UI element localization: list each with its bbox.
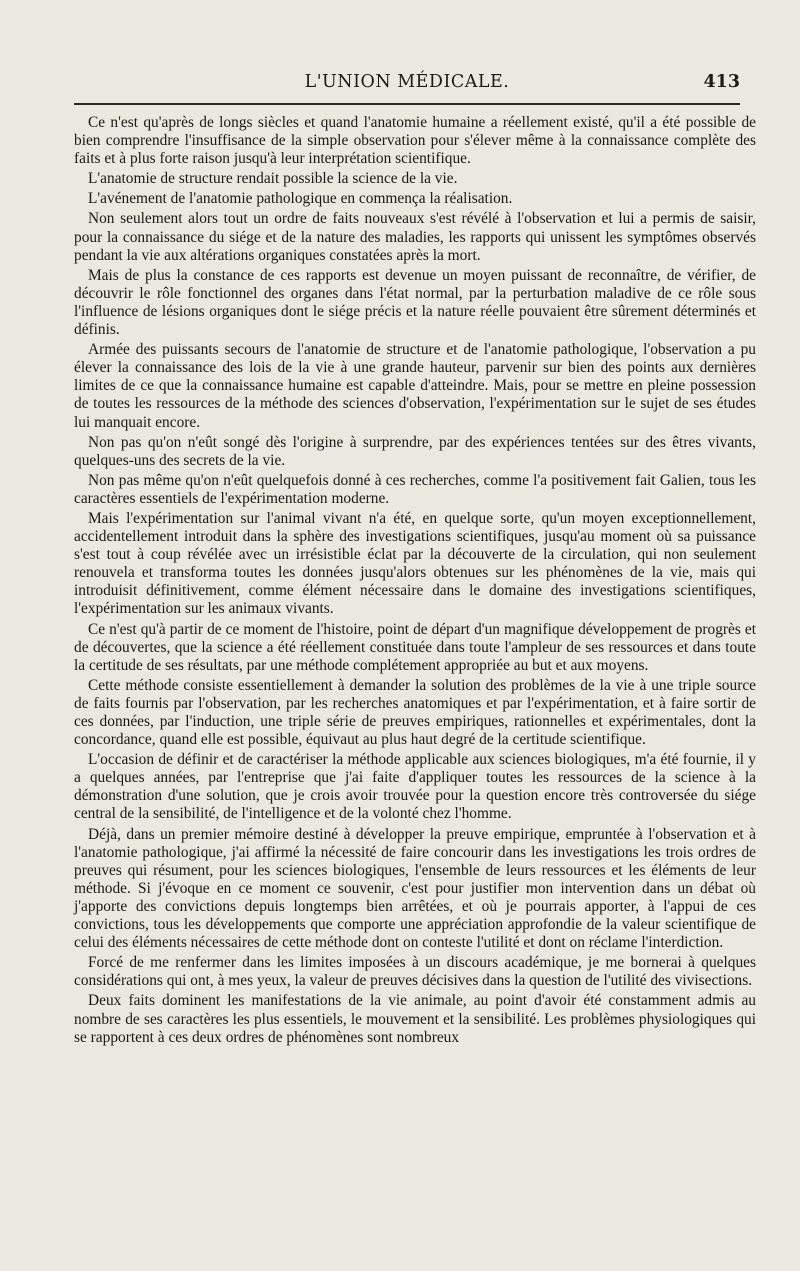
paragraph: Armée des puissants secours de l'anatomie de structure et de l'anatomie pathologique, l'observation a pu élever la connaissance des lois de la vie à une grande hauteur, parvenir sur bien des points aux dernières limites de ce que la connaissance humaine est capable d'atteindre. Mais, pour se mettre en pleine possession de toutes les ressources de la méthode des sciences d'observation, l'expérimentation sur le sujet de ses études lui manquait encore. [74, 341, 756, 431]
page-header [74, 66, 740, 102]
paragraph: Cette méthode consiste essentiellement à demander la solution des problèmes de la vie à une triple source de faits fournis par l'observation, par les recherches anatomiques et par l'expérimentation, et à faire sortir de ces données, par l'induction, une triple série de preuves empiriques, rationnelles et expérimentales, dont la concordance, quand elle est possible, équivaut au plus haut degré de la certitude scientifique. [74, 676, 756, 749]
paragraph: Non seulement alors tout un ordre de faits nouveaux s'est révélé à l'observation et lui a permis de saisir, pour la connaissance du siége et de la nature des maladies, les rapports qui unissent les symptômes observés pendant la vie aux altérations organiques constatées après la mort. [74, 210, 756, 264]
paragraph: Non pas même qu'on n'eût quelquefois donné à ces recherches, comme l'a positivement fait Galien, tous les caractères essentiels de l'expérimentation moderne. [74, 471, 756, 507]
paragraph: Ce n'est qu'à partir de ce moment de l'histoire, point de départ d'un magnifique développement de progrès et de découvertes, que la science a été réellement constituée dans toute l'ampleur de ses ressources et dans toute la certitude de ses résultats, par une méthode complétement appropriée au but et aux moyens. [74, 620, 756, 674]
running-title: L'UNION MÉDICALE. [304, 72, 510, 92]
paragraph: L'avénement de l'anatomie pathologique en commença la réalisation. [88, 190, 513, 208]
paragraph: L'anatomie de structure rendait possible la science de la vie. [88, 170, 458, 188]
header-rule [74, 103, 740, 105]
paragraph: Non pas qu'on n'eût songé dès l'origine à surprendre, par des expériences tentées sur des êtres vivants, quelques-uns des secrets de la vie. [74, 433, 756, 469]
body-text [74, 114, 756, 1049]
paragraph: Forcé de me renfermer dans les limites imposées à un discours académique, je me bornerai à quelques considérations qui ont, à mes yeux, la valeur de preuves décisives dans la question de l'utilité des vivisections. [74, 954, 756, 990]
paragraph: Deux faits dominent les manifestations de la vie animale, au point d'avoir été constamment admis au nombre de ses caractères les plus essentiels, le mouvement et la sensibilité. Les problèmes physiologiques qui se rapportent à ces deux ordres de phénomènes sont nombreux [74, 992, 756, 1046]
paragraph: Déjà, dans un premier mémoire destiné à développer la preuve empirique, empruntée à l'observation et à l'anatomie pathologique, j'ai affirmé la nécessité de faire concourir dans les investigations les trois ordres de preuves qui résument, pour les sciences biologiques, l'ensemble de leurs ressources et les éléments de leur méthode. Si j'évoque en ce moment ce souvenir, c'est pour justifier mon intervention dans un débat où j'apporte des convictions depuis longtemps bien arrêtées, et où je pourrais apporter, à l'appui de ces convictions, tous les développements que comporte une appréciation approfondie de la valeur scientifique de celui des éléments nécessaires de cette méthode dont on conteste l'utilité et dont on réclame l'interdiction. [74, 825, 756, 952]
paragraph: Mais de plus la constance de ces rapports est devenue un moyen puissant de reconnaître, de vérifier, de découvrir le rôle fonctionnel des organes dans l'état normal, par la perturbation maladive de ce rôle sous l'influence de lésions organiques dont le siége précis et la nature réelle pouvaient être sûrement déterminés et définis. [74, 266, 756, 339]
paragraph: Mais l'expérimentation sur l'animal vivant n'a été, en quelque sorte, qu'un moyen exceptionnellement, accidentellement introduit dans la sphère des investigations scientifiques, jusqu'au moment où sa puissance s'est tout à coup révélée avec un irrésistible éclat par la découverte de la circulation, qui non seulement renouvela et transforma toutes les données jusqu'alors obtenues sur les phénomènes de la vie, mais qui introduisit définitivement, comme élément nécessaire dans le domaine des investigations scientifiques, l'expérimentation sur les animaux vivants. [74, 509, 756, 618]
paragraph: Ce n'est qu'après de longs siècles et quand l'anatomie humaine a réellement existé, qu'il a été possible de bien comprendre l'insuffisance de la simple observation pour s'élever même à la connaissance complète des faits et à plus forte raison jusqu'à leur interprétation scientifique. [74, 114, 756, 168]
page-number: 413 [703, 72, 740, 92]
paragraph: L'occasion de définir et de caractériser la méthode applicable aux sciences biologiques, m'a été fournie, il y a quelques années, par l'entreprise que j'ai faite d'appliquer toutes les ressources de la science à la démonstration d'une solution, que je crois avoir trouvée pour la question encore très controversée du siége central de la sensibilité, de l'intelligence et de la volonté chez l'homme. [74, 751, 756, 823]
